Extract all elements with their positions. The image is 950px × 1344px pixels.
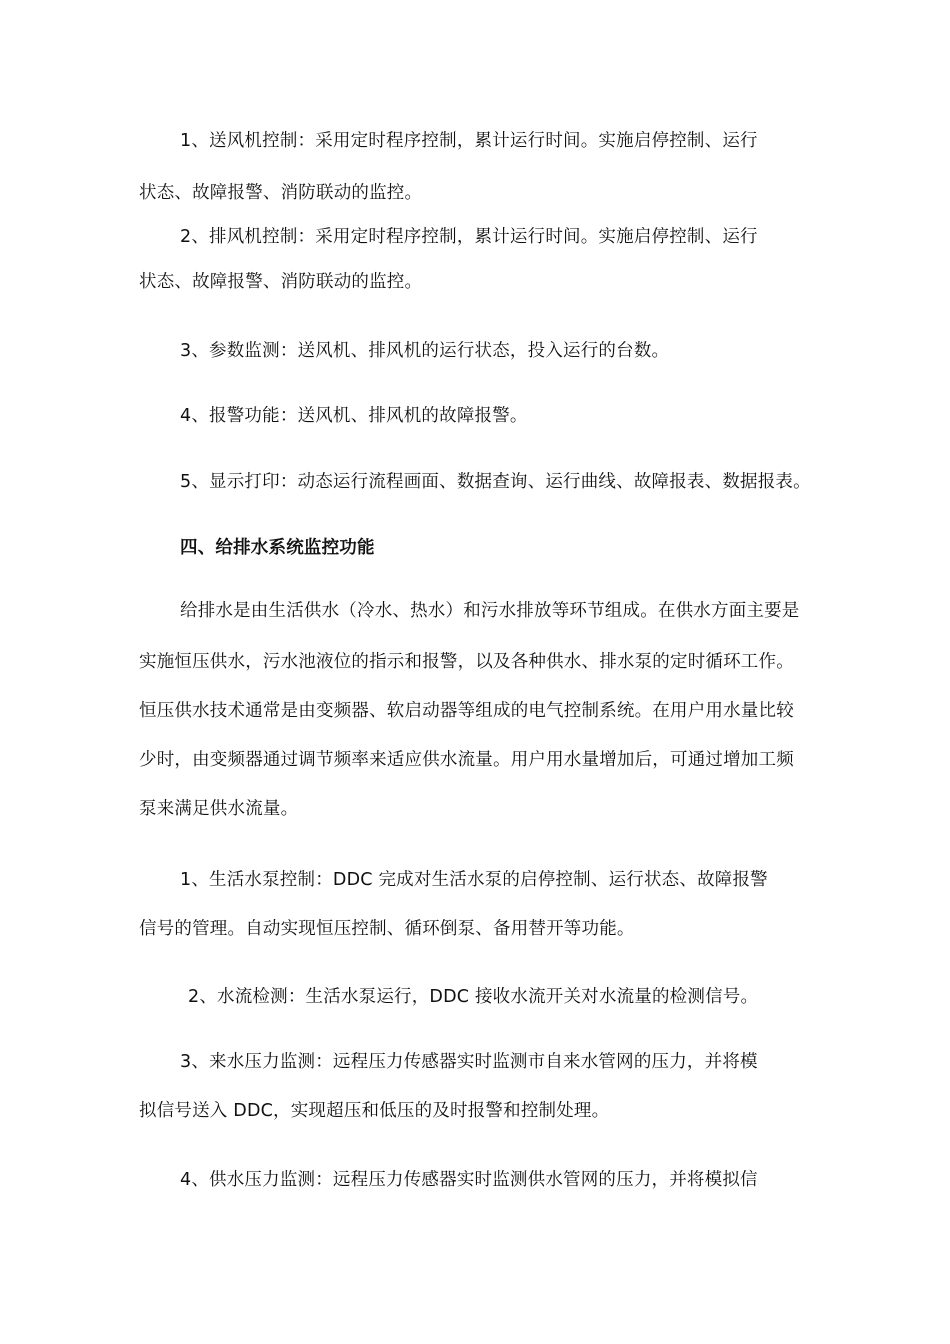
item-supply-fan-control-line2: 状态、故障报警、消防联动的监控。 <box>139 183 423 203</box>
paragraph-water-system-line1: 给排水是由生活供水（冷水、热水）和污水排放等环节组成。在供水方面主要是 <box>180 601 800 621</box>
item-supply-fan-control-line1: 1、送风机控制：采用定时程序控制，累计运行时间。实施启停控制、运行 <box>180 131 758 151</box>
item-parameter-monitoring: 3、参数监测：送风机、排风机的运行状态，投入运行的台数。 <box>180 341 670 361</box>
item-domestic-pump-control-line1: 1、生活水泵控制：DDC 完成对生活水泵的启停控制、运行状态、故障报警 <box>180 870 768 890</box>
item-exhaust-fan-control-line1: 2、排风机控制：采用定时程序控制，累计运行时间。实施启停控制、运行 <box>180 227 758 247</box>
paragraph-water-system-line3: 恒压供水技术通常是由变频器、软启动器等组成的电气控制系统。在用户用水量比较 <box>139 701 794 721</box>
paragraph-water-system-line2: 实施恒压供水，污水池液位的指示和报警，以及各种供水、排水泵的定时循环工作。 <box>139 652 794 672</box>
item-domestic-pump-control-line2: 信号的管理。自动实现恒压控制、循环倒泵、备用替开等功能。 <box>139 919 635 939</box>
item-inlet-pressure-line2: 拟信号送入 DDC，实现超压和低压的及时报警和控制处理。 <box>139 1101 610 1121</box>
item-display-print: 5、显示打印：动态运行流程画面、数据查询、运行曲线、故障报表、数据报表。 <box>180 472 811 492</box>
item-alarm-function: 4、报警功能：送风机、排风机的故障报警。 <box>180 406 528 426</box>
section-heading-water-system: 四、给排水系统监控功能 <box>180 538 375 558</box>
item-water-flow-detection: 2、水流检测：生活水泵运行，DDC 接收水流开关对水流量的检测信号。 <box>188 987 759 1007</box>
item-supply-pressure-line1: 4、供水压力监测：远程压力传感器实时监测供水管网的压力，并将模拟信 <box>180 1170 758 1190</box>
item-exhaust-fan-control-line2: 状态、故障报警、消防联动的监控。 <box>139 272 423 292</box>
item-inlet-pressure-line1: 3、来水压力监测：远程压力传感器实时监测市自来水管网的压力，并将模 <box>180 1052 758 1072</box>
paragraph-water-system-line5: 泵来满足供水流量。 <box>139 799 299 819</box>
paragraph-water-system-line4: 少时，由变频器通过调节频率来适应供水流量。用户用水量增加后，可通过增加工频 <box>139 750 794 770</box>
